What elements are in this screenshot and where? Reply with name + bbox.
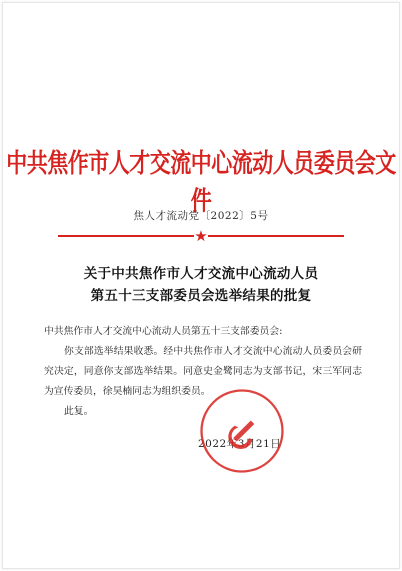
official-seal-icon (198, 387, 286, 475)
issue-date: 2022年3月21日 (198, 438, 282, 450)
party-emblem-icon (228, 420, 254, 449)
body-paragraph: 你支部选举结果收悉。经中共焦作市人才交流中心流动人员委员会研究决定，同意你支部选举结果。同意史金鹭同志为支部书记，宋三军同志为宣传委员，徐昊楠同志为组织委员。 (44, 346, 362, 397)
star-icon: ★ (194, 227, 208, 245)
document-header-title: 中共焦作市人才交流中心流动人员委员会文件 (6, 146, 396, 216)
salutation: 中共焦作市人才交流中心流动人员第五十三支部委员会: (44, 326, 283, 337)
document-title-line-2: 第五十三支部委员会选举结果的批复 (90, 288, 312, 304)
document-number: 焦人才流动党〔2022〕5号 (133, 210, 269, 222)
closing-remark: 此复。 (64, 406, 94, 417)
header-divider-right (208, 235, 344, 237)
document-title-line-1: 关于中共焦作市人才交流中心流动人员 (83, 266, 319, 282)
header-divider-left (58, 235, 194, 237)
